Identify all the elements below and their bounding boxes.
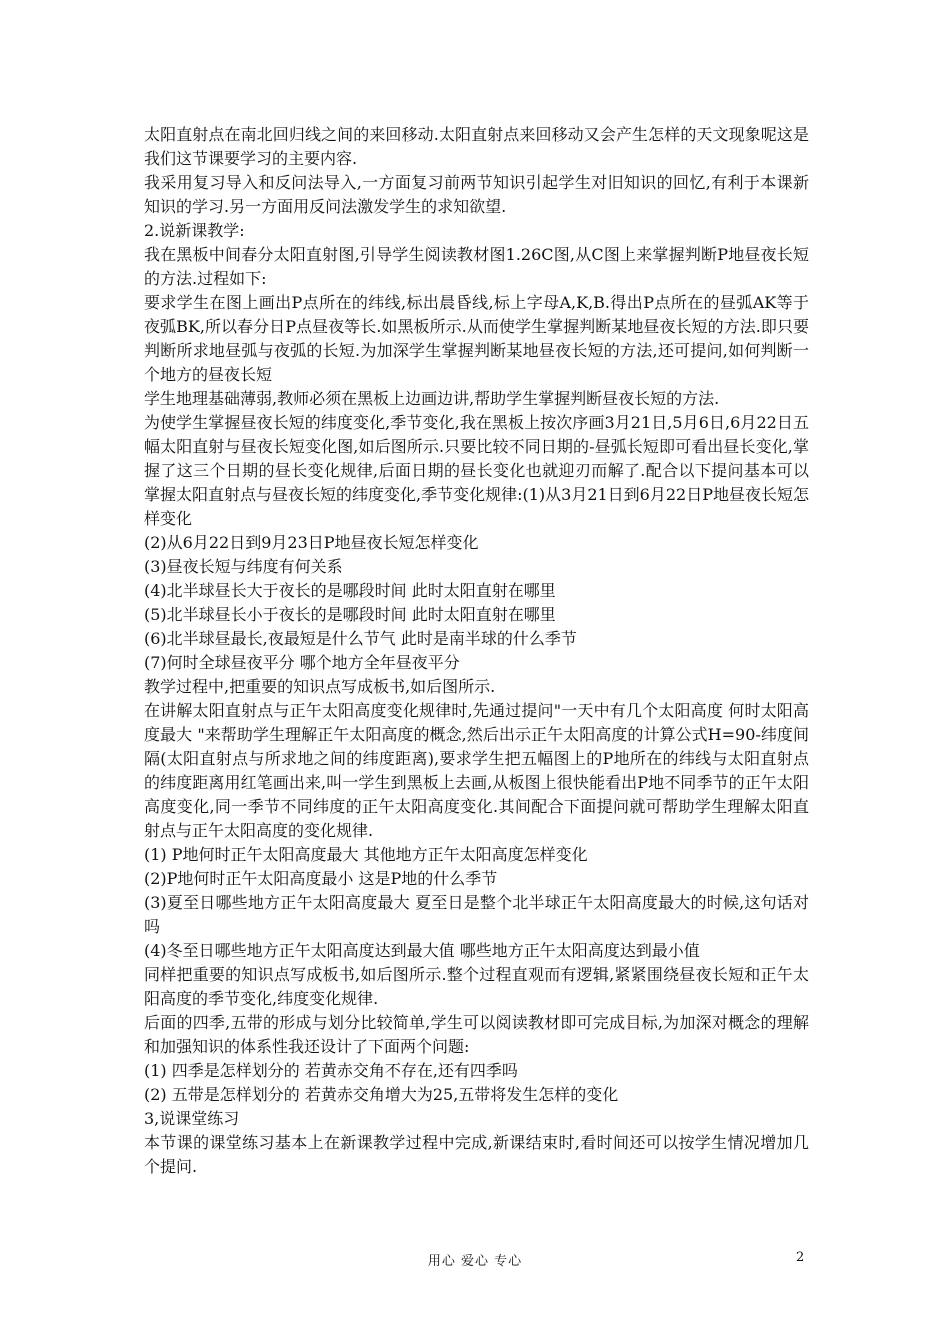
paragraph: (6)北半球昼最长,夜最短是什么节气 此时是南半球的什么季节 [144, 629, 577, 648]
paragraph: 我在黑板中间春分太阳直射图,引导学生阅读教材图1.26C图,从C图上来掌握判断P地昼夜长短的方法.过程如下: [144, 245, 809, 288]
paragraph: 在讲解太阳直射点与正午太阳高度变化规律时,先通过提问"一天中有几个太阳高度 何时太阳高度最大 "来帮助学生理解正午太阳高度的概念,然后出示正午太阳高度的计算公式H=90-纬度间隔(太阳直射点与所求地之间的纬度距离),要求学生把五幅图上的P地所在的纬线与太阳直射点的纬度距离用红笔画出来,叫一学生到黑板上去画,从板图上很快能看出P地不同季节的正午太阳高度变化,同一季节不同纬度的正午太阳高度变化.其间配合下面提问就可帮助学生理解太阳直射点与正午太阳高度的变化规律. [144, 701, 809, 840]
paragraph: (3)夏至日哪些地方正午太阳高度最大 夏至日是整个北半球正午太阳高度最大的时候,这句话对吗 [144, 893, 809, 936]
paragraph: 2.说新课教学: [144, 221, 245, 240]
paragraph: 为使学生掌握昼夜长短的纬度变化,季节变化,我在黑板上按次序画3月21日,5月6日,6月22日五幅太阳直射与昼夜长短变化图,如后图所示.只要比较不同日期的-昼弧长短即可看出昼长变化,掌握了这三个日期的昼长变化规律,后面日期的昼长变化也就迎刃而解了.配合以下提问基本可以掌握太阳直射点与昼夜长短的纬度变化,季节变化规律:(1)从3月21日到6月22日P地昼夜长短怎样变化 [144, 413, 809, 528]
paragraph: (2)P地何时正午太阳高度最小 这是P地的什么季节 [144, 869, 498, 888]
paragraph: 要求学生在图上画出P点所在的纬线,标出晨昏线,标上字母A,K,B.得出P点所在的昼弧AK等于夜弧BK,所以春分日P点昼夜等长.如黑板所示.从而使学生掌握判断某地昼夜长短的方法.即只要判断所求地昼弧与夜弧的长短.为加深学生掌握判断某地昼夜长短的方法,还可提问,如何判断一个地方的昼夜长短 [144, 293, 809, 384]
paragraph: 3,说课堂练习 [144, 1109, 240, 1128]
paragraph: 同样把重要的知识点写成板书,如后图所示.整个过程直观而有逻辑,紧紧围绕昼夜长短和正午太阳高度的季节变化,纬度变化规律. [144, 965, 809, 1008]
footer-slogan: 用心 爱心 专心 [427, 1254, 523, 1269]
paragraph: (4)北半球昼长大于夜长的是哪段时间 此时太阳直射在哪里 [144, 581, 556, 600]
paragraph: 后面的四季,五带的形成与划分比较简单,学生可以阅读教材即可完成目标,为加深对概念的理解和加强知识的体系性我还设计了下面两个问题: [144, 1013, 809, 1056]
paragraph: 学生地理基础薄弱,教师必须在黑板上边画边讲,帮助学生掌握判断昼夜长短的方法. [144, 389, 720, 408]
document-body [144, 123, 809, 1179]
paragraph: 教学过程中,把重要的知识点写成板书,如后图所示. [144, 677, 496, 696]
paragraph: 我采用复习导入和反问法导入,一方面复习前两节知识引起学生对旧知识的回忆,有利于本课新知识的学习.另一方面用反问法激发学生的求知欲望. [144, 173, 809, 216]
paragraph: (2)从6月22日到9月23日P地昼夜长短怎样变化 [144, 533, 479, 552]
paragraph: (5)北半球昼长小于夜长的是哪段时间 此时太阳直射在哪里 [144, 605, 556, 624]
paragraph: (4)冬至日哪些地方正午太阳高度达到最大值 哪些地方正午太阳高度达到最小值 [144, 941, 700, 960]
paragraph: (1) 四季是怎样划分的 若黄赤交角不存在,还有四季吗 [144, 1061, 518, 1080]
paragraph: 本节课的课堂练习基本上在新课教学过程中完成,新课结束时,看时间还可以按学生情况增加几个提问. [144, 1133, 809, 1176]
paragraph: (2) 五带是怎样划分的 若黄赤交角增大为25,五带将发生怎样的变化 [144, 1085, 619, 1104]
paragraph: (7)何时全球昼夜平分 哪个地方全年昼夜平分 [144, 653, 460, 672]
page-number: 2 [796, 1250, 805, 1265]
paragraph: (1) P地何时正午太阳高度最大 其他地方正午太阳高度怎样变化 [144, 845, 588, 864]
paragraph: 太阳直射点在南北回归线之间的来回移动.太阳直射点来回移动又会产生怎样的天文现象呢这是我们这节课要学习的主要内容. [144, 125, 809, 168]
paragraph: (3)昼夜长短与纬度有何关系 [144, 557, 343, 576]
